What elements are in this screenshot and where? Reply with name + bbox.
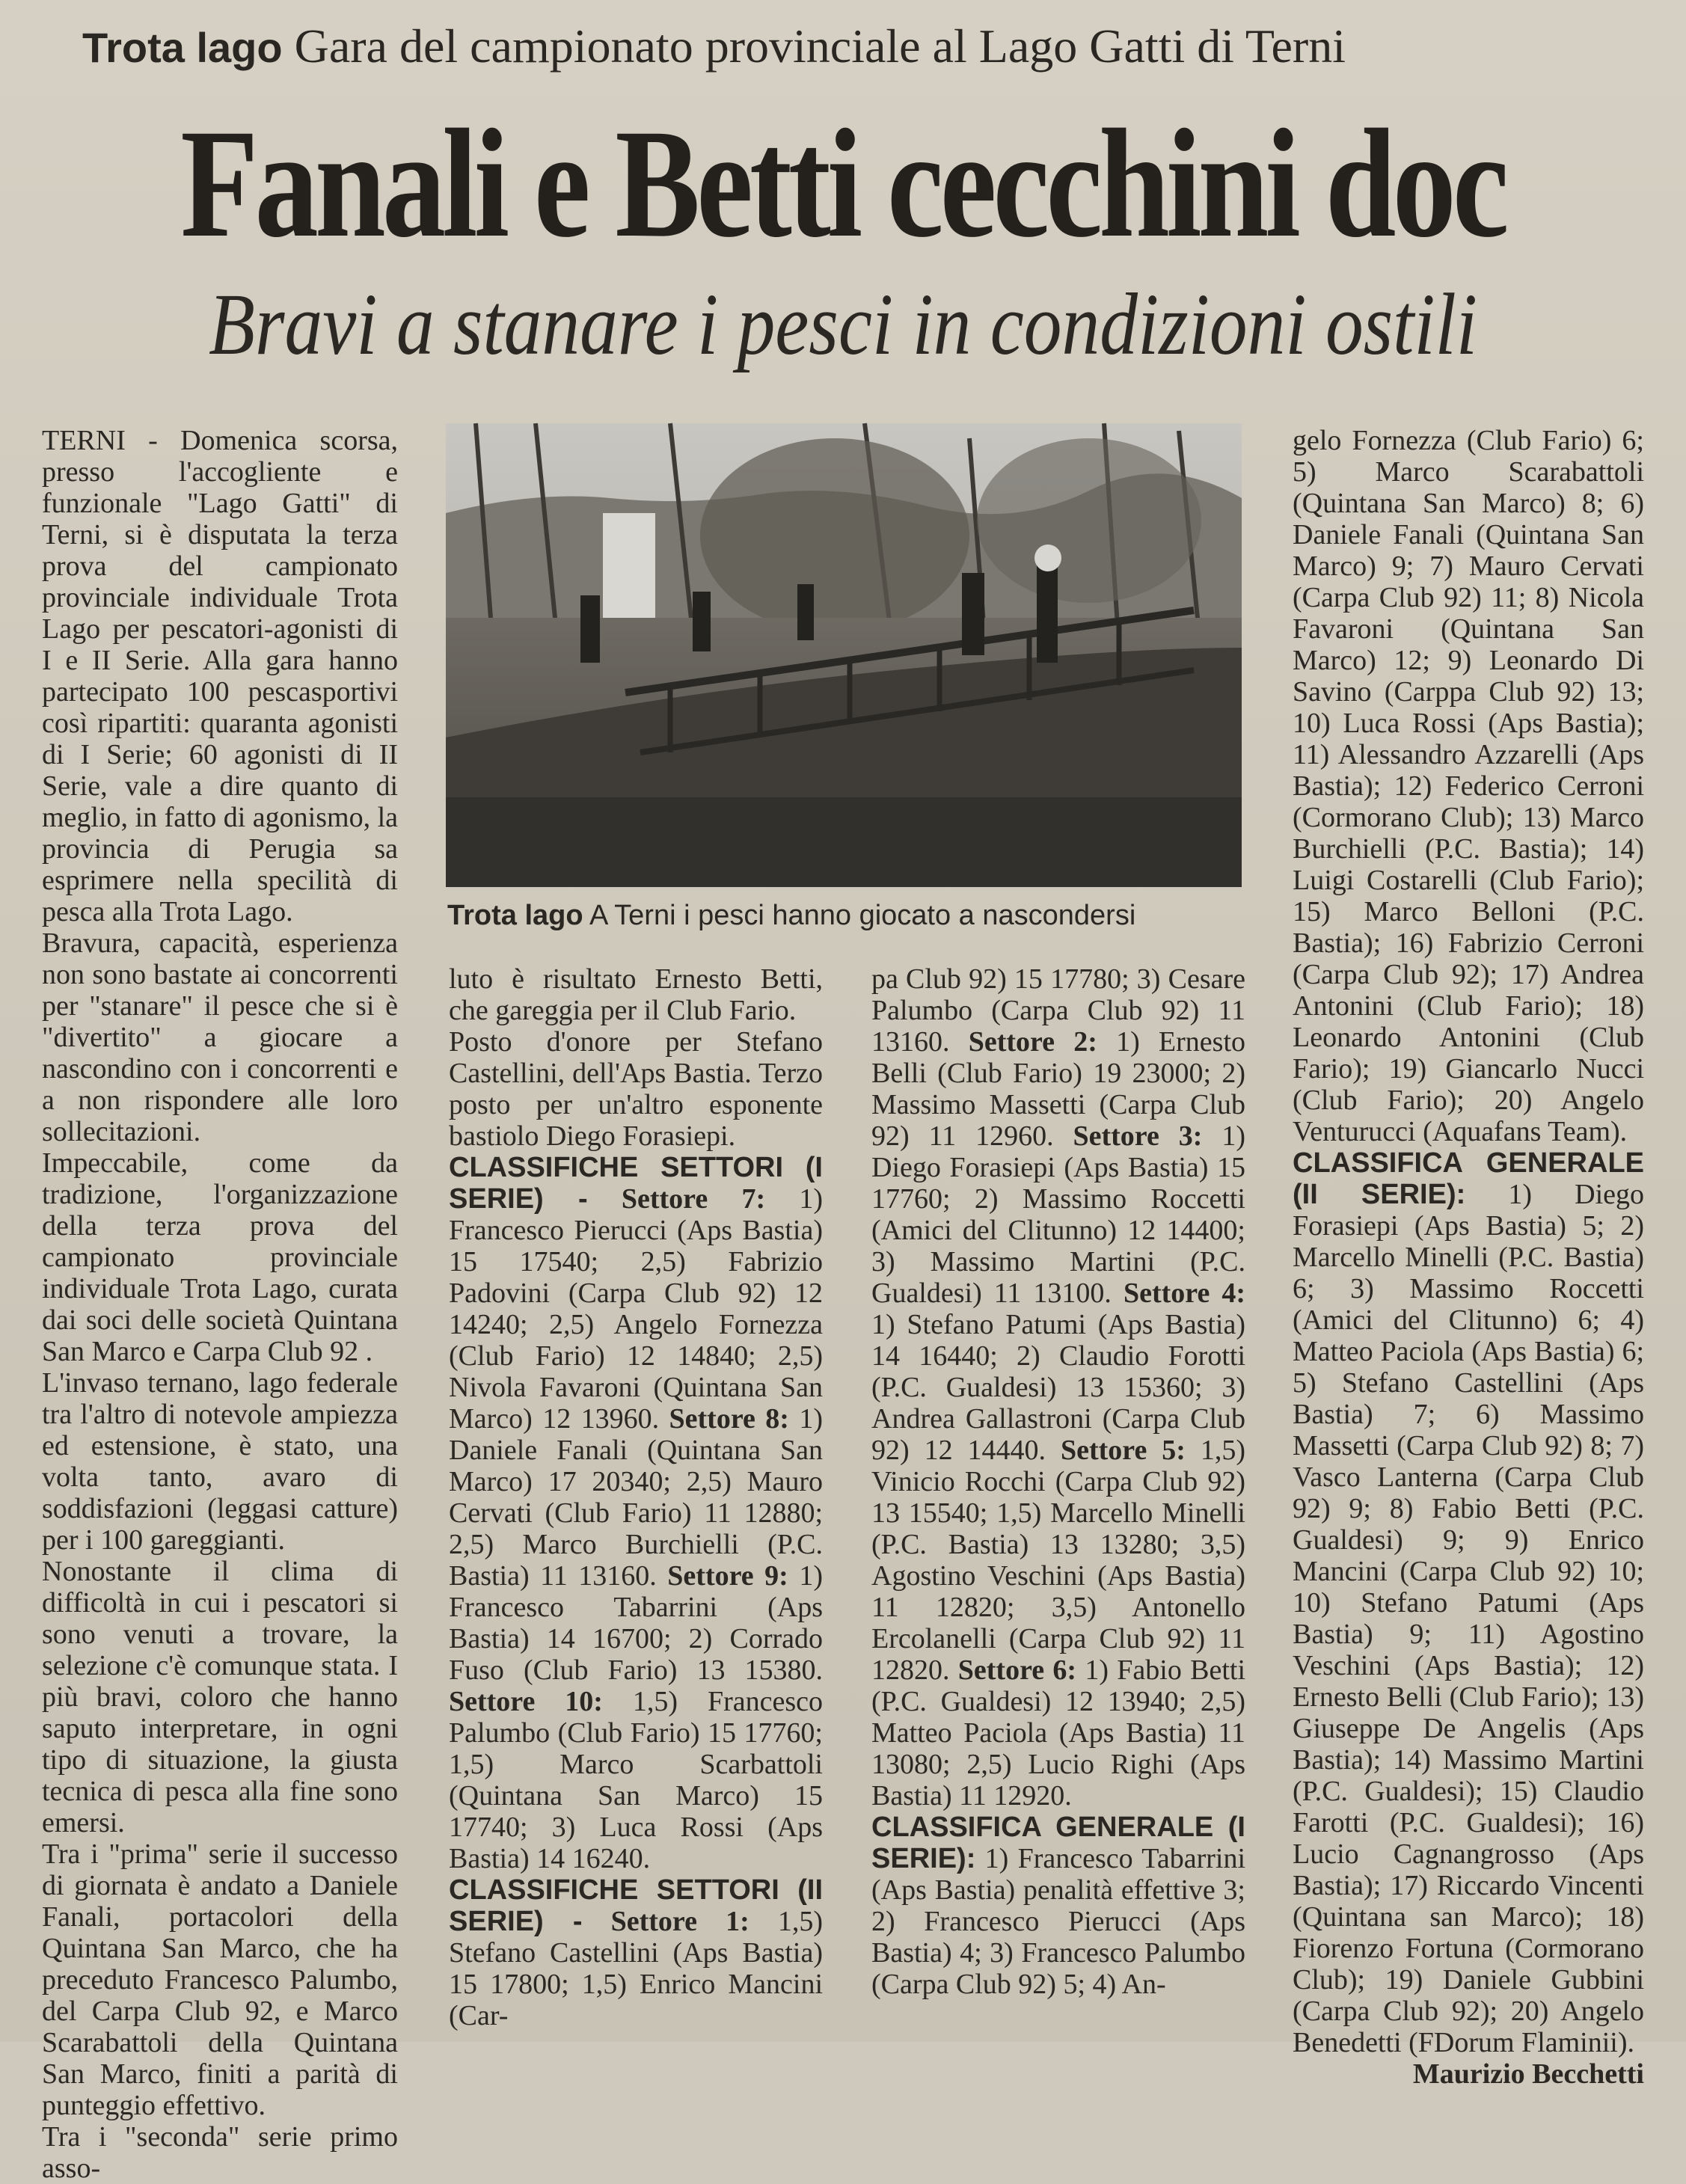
paragraph: Nonostante il clima di difficoltà in cui i pescatori si sono venuti a trovare, la selezione c'è comunque stata. I più bravi, coloro che hanno saputo interpretare, in ogni tipo di situazione, la giusta tecnica di pesca alla fine sono emersi. [42,1556,398,1838]
caption-tag: Trota lago [447,900,583,931]
column-3 [871,963,1245,2040]
kicker-text: Gara del campionato provinciale al Lago Gatti di Terni [294,19,1346,73]
results-text: 1) Diego Forasiepi (Aps Bastia) 5; 2) Marcello Minelli (P.C. Bastia) 6; 3) Massimo Roccetti (Amici del Clitunno) 6; 4) Matteo Paciola (Aps Bastia) 6; 5) Stefano Castellini (Aps Bastia) 7; 6) Massimo Massetti (Carpa Club 92) 8; 7) Vasco Lanterna (Carpa Club 92) 9; 8) Fabio Betti (P.C. Gualdesi) 9; 9) Enrico Mancini (Carpa Club 92) 10; 10) Stefano Patumi (Aps Bastia) 9; 11) Agostino Veschini (Aps Bastia); 12) Ernesto Belli (Club Fario); 13) Giuseppe De Angelis (Aps Bastia); 14) Massimo Martini (P.C. Gualdesi); 15) Claudio Farotti (P.C. Gualdesi); 16) Lucio Cagnangrosso (Aps Bastia); 17) Riccardo Vincenti (Quintana san Marco); 18) Fiorenzo Fortuna (Cormorano Club); 19) Daniele Gubbini (Carpa Club 92); 20) Angelo Benedetti (FDorum Flaminii). [1293,1179,1644,2058]
paragraph: Tra i "prima" serie il successo di giornata è andato a Daniele Fanali, portacolori della Quintana San Marco, che ha preceduto Francesco Palumbo, del Carpa Club 92, e Marco Scarabattoli della Quintana San Marco, finiti a parità di punteggio effettivo. [42,1838,398,2121]
sector-label: Settore 7: [621,1183,766,1215]
results-block [449,1874,823,2031]
sector-label: Settore 5: [1060,1435,1186,1466]
headline: Fanali e Betti cecchini doc [180,97,1506,269]
results-block [449,1152,823,1874]
results-text: 1,5) Stefano Castellini (Aps Bastia) 15 17800; 1,5) Enrico Mancini (Car- [449,1906,824,2031]
paragraph: Impeccabile, come da tradizione, l'organizzazione della terza prova del campionato provinciale individuale Trota Lago, curata dai soci delle società Quintana San Marco e Carpa Club 92 . [42,1147,398,1367]
photo-caption [447,895,1243,936]
section-heading: CLASSIFICHE SETTORI (II SERIE) - [449,1874,823,1937]
section-heading: CLASSIFICHE SETTORI (I SERIE) - [449,1152,823,1215]
column-4 [1293,425,1644,2090]
sector-label: Settore 2: [968,1026,1097,1058]
paragraph: Posto d'onore per Stefano Castellini, dell'Aps Bastia. Terzo posto per un'altro esponente bastiolo Diego Forasiepi. [449,1026,823,1152]
lake-shore-photo-image [446,423,1242,887]
kicker [82,16,1638,76]
column-1 [42,425,398,2184]
results-text: 1) Francesco Tabarrini (Aps Bastia) penalità effettive 3; 2) Francesco Pierucci (Aps Bastia) 4; 3) Francesco Palumbo (Carpa Club 92) 5; 4) An- [871,1843,1245,2000]
subheadline: Bravi a stanare i pesci in condizioni ostili [209,275,1477,373]
caption-text: A Terni i pesci hanno giocato a nascondersi [589,900,1136,931]
paragraph: TERNI - Domenica scorsa, presso l'accogliente e funzionale "Lago Gatti" di Terni, si è disputata la terza prova del campionato provinciale individuale Trota Lago per pescatori-agonisti di I e II Serie. Alla gara hanno partecipato 100 pescasportivi così ripartiti: quaranta agonisti di I Serie; 60 agonisti di II Serie, vale a dire quanto di meglio, in fatto di agonismo, la provincia di Perugia sa esprimere nella specilità di pesca alla Trota Lago. [42,425,398,927]
results-text: 1,5) Francesco Palumbo (Club Fario) 15 17760; 1,5) Marco Scarbattoli (Quintana San Marco) 15 17740; 3) Luca Rossi (Aps Bastia) 14 16240. [449,1686,823,1874]
results-block [871,1812,1245,2000]
paragraph: L'invaso ternano, lago federale tra l'altro di notevole ampiezza ed estensione, è stato, una volta tanto, avaro di soddisfazioni (leggasi catture) per i 100 gareggianti. [42,1367,398,1556]
byline: Maurizio Becchetti [1412,2058,1644,2090]
sector-label: Settore 10: [449,1686,603,1717]
section-heading: CLASSIFICA GENERALE (II SERIE): [1293,1147,1644,1210]
paragraph: Tra i "seconda" serie primo asso- [42,2121,398,2184]
paragraph: Bravura, capacità, esperienza non sono bastate ai concorrenti per "stanare" il pesce che si è "divertito" a giocare a nascondino con i concorrenti e a non rispondere alle loro sollecitazioni. [42,927,398,1147]
results-block [1293,1147,1644,2058]
results-text: 1) Francesco Pierucci (Aps Bastia) 15 17540; 2,5) Fabrizio Padovini (Carpa Club 92) 12 14240; 2,5) Angelo Fornezza (Club Fario) 12 14840; 2,5) Nivola Favaroni (Quintana San Marco) 12 13960. [449,1183,824,1435]
section-heading: CLASSIFICA GENERALE (I SERIE): [871,1812,1245,1874]
results-text: pa Club 92) 15 17780; 3) Cesare Palumbo (Carpa Club 92) 11 13160. [871,963,1245,1058]
results-text: 1) Ernesto Belli (Club Fario) 19 23000; 2) Massimo Massetti (Carpa Club 92) 11 12960. [871,1026,1245,1152]
paragraph: luto è risultato Ernesto Betti, che gareggia per il Club Fario. [449,963,823,1026]
results-text: 1) Daniele Fanali (Quintana San Marco) 17 20340; 2,5) Mauro Cervati (Club Fario) 11 12880; 2,5) Marco Burchielli (P.C. Bastia) 11 13160. [449,1403,823,1592]
sector-label: Settore 3: [1073,1120,1203,1152]
results-text: gelo Fornezza (Club Fario) 6; 5) Marco Scarabattoli (Quintana San Marco) 8; 6) Daniele Fanali (Quintana San Marco) 9; 7) Mauro Cervati (Carpa Club 92) 11; 8) Nicola Favaroni (Quintana San Marco) 12; 9) Leonardo Di Savino (Carppa Club 92) 13; 10) Luca Rossi (Aps Bastia); 11) Alessandro Azzarelli (Aps Bastia); 12) Federico Cerroni (Cormorano Club); 13) Marco Burchielli (P.C. Bastia); 14) Luigi Costarelli (Club Fario); 15) Marco Belloni (P.C. Bastia); 16) Fabrizio Cerroni (Carpa Club 92); 17) Andrea Antonini (Club Fario); 18) Leonardo Antonini (Club Fario); 19) Giancarlo Nucci (Club Fario); 20) Angelo Venturucci (Aquafans Team). [1293,425,1644,1147]
results-text: 1) Diego Forasiepi (Aps Bastia) 15 17760; 2) Massimo Roccetti (Amici del Clitunno) 12 14400; 3) Massimo Martini (P.C. Gualdesi) 11 13100. [871,1120,1246,1309]
sector-label: Settore 9: [667,1560,788,1592]
results-block [871,963,1245,1812]
sector-label: Settore 1: [610,1906,749,1937]
results-text: 1,5) Vinicio Rocchi (Carpa Club 92) 13 15540; 1,5) Marcello Minelli (P.C. Bastia) 13 13280; 3,5) Agostino Veschini (Aps Bastia) 11 12820; 3,5) Antonello Ercolanelli (Carpa Club 92) 11 12820. [871,1435,1246,1686]
column-2 [449,963,823,2040]
results-text: 1) Fabio Betti (P.C. Gualdesi) 12 13940; 2,5) Matteo Paciola (Aps Bastia) 11 13080; 2,5) Lucio Righi (Aps Bastia) 11 12920. [871,1654,1246,1812]
results-text: 1) Francesco Tabarrini (Aps Bastia) 14 16700; 2) Corrado Fuso (Club Fario) 13 15380. [449,1560,824,1686]
sector-label: Settore 4: [1123,1277,1246,1309]
kicker-tag: Trota lago [82,24,283,71]
sector-label: Settore 6: [957,1654,1077,1686]
results-text: 1) Stefano Patumi (Aps Bastia) 14 16440; 2) Claudio Forotti (P.C. Gualdesi) 13 15360; 3) Andrea Gallastroni (Carpa Club 92) 12 14440. [871,1309,1245,1466]
sector-label: Settore 8: [669,1403,789,1435]
article-photo [446,423,1242,887]
